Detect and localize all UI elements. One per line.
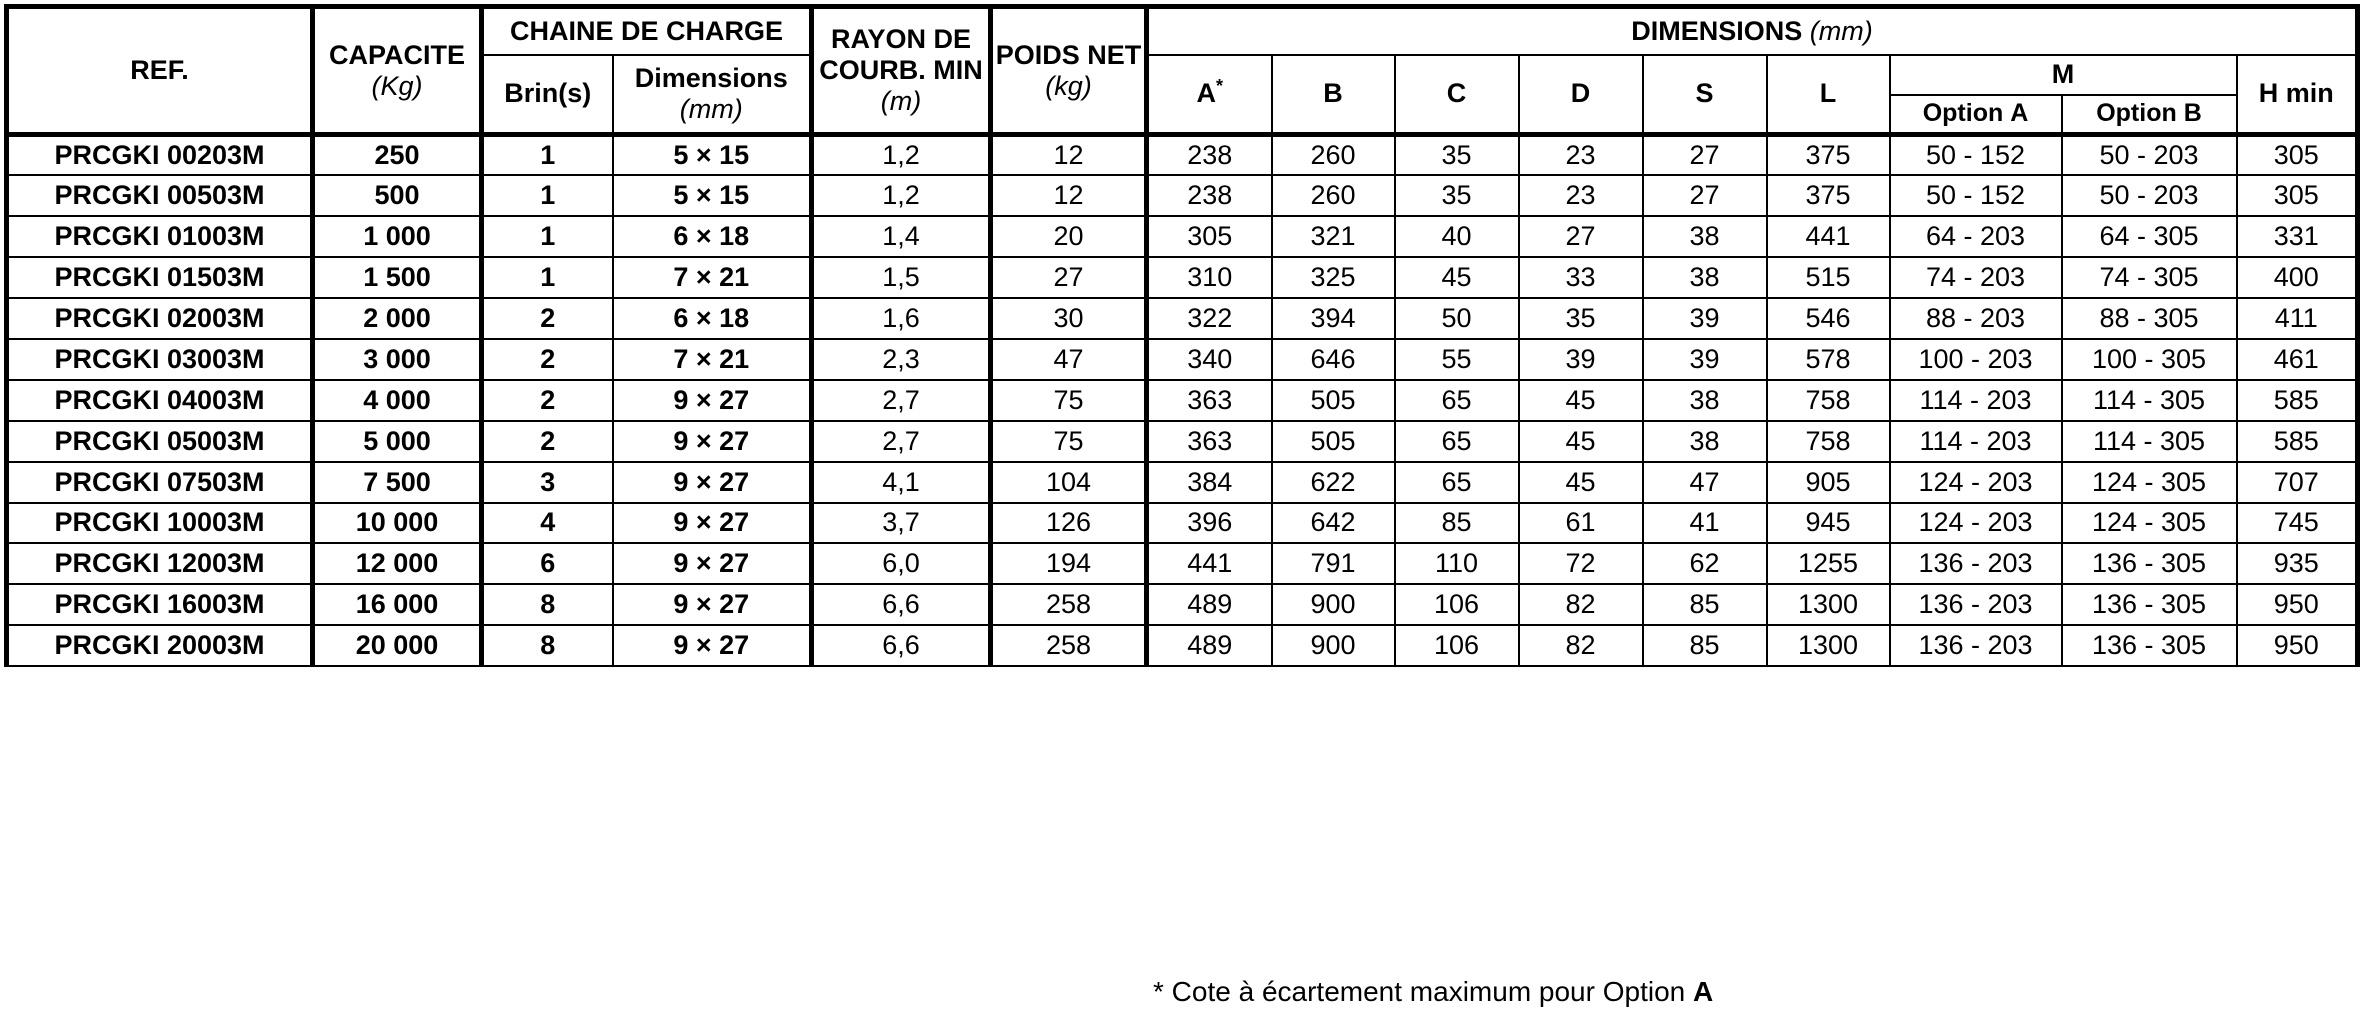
cell-b: 791	[1272, 543, 1395, 584]
cell-m-option-a: 136 - 203	[1890, 543, 2062, 584]
cell-d: 72	[1519, 543, 1643, 584]
cell-s: 39	[1643, 339, 1767, 380]
cell-brins: 4	[482, 503, 613, 544]
cell-rayon: 4,1	[812, 462, 991, 503]
cell-poids: 258	[991, 584, 1147, 625]
cell-l: 758	[1767, 421, 1890, 462]
header-d: D	[1519, 55, 1643, 135]
cell-l: 1255	[1767, 543, 1890, 584]
cell-a: 384	[1147, 462, 1272, 503]
cell-m-option-b: 74 - 305	[2062, 257, 2237, 298]
cell-c: 55	[1395, 339, 1519, 380]
cell-chain-dimensions: 6 × 18	[613, 298, 812, 339]
cell-c: 65	[1395, 462, 1519, 503]
table-row	[7, 175, 2358, 216]
cell-d: 45	[1519, 421, 1643, 462]
header-option-b: Option B	[2062, 95, 2237, 135]
table-row	[7, 257, 2358, 298]
cell-poids: 258	[991, 625, 1147, 666]
cell-a: 322	[1147, 298, 1272, 339]
cell-c: 65	[1395, 380, 1519, 421]
header-l: L	[1767, 55, 1890, 135]
cell-hmin: 305	[2237, 175, 2358, 216]
cell-b: 646	[1272, 339, 1395, 380]
cell-a: 238	[1147, 175, 1272, 216]
cell-m-option-a: 100 - 203	[1890, 339, 2062, 380]
cell-ref: PRCGKI 12003M	[7, 543, 313, 584]
cell-ref: PRCGKI 00503M	[7, 175, 313, 216]
cell-m-option-a: 136 - 203	[1890, 584, 2062, 625]
cell-d: 23	[1519, 175, 1643, 216]
cell-l: 375	[1767, 175, 1890, 216]
cell-d: 33	[1519, 257, 1643, 298]
header-ref: REF.	[7, 7, 313, 135]
header-hmin: H min	[2237, 55, 2358, 135]
cell-a: 396	[1147, 503, 1272, 544]
cell-brins: 2	[482, 380, 613, 421]
cell-c: 45	[1395, 257, 1519, 298]
cell-a: 340	[1147, 339, 1272, 380]
cell-l: 945	[1767, 503, 1890, 544]
cell-rayon: 1,4	[812, 216, 991, 257]
cell-m-option-a: 124 - 203	[1890, 503, 2062, 544]
header-dimensions: DIMENSIONS (mm)	[1147, 7, 2358, 55]
cell-b: 260	[1272, 175, 1395, 216]
cell-b: 505	[1272, 421, 1395, 462]
cell-capacite: 12 000	[313, 543, 482, 584]
cell-a: 489	[1147, 584, 1272, 625]
cell-capacite: 250	[313, 135, 482, 176]
table-row	[7, 298, 2358, 339]
cell-m-option-b: 114 - 305	[2062, 421, 2237, 462]
cell-m-option-b: 100 - 305	[2062, 339, 2237, 380]
cell-c: 106	[1395, 584, 1519, 625]
cell-poids: 27	[991, 257, 1147, 298]
cell-hmin: 950	[2237, 625, 2358, 666]
cell-m-option-a: 114 - 203	[1890, 421, 2062, 462]
table-row	[7, 216, 2358, 257]
cell-ref: PRCGKI 03003M	[7, 339, 313, 380]
cell-rayon: 2,7	[812, 380, 991, 421]
cell-capacite: 4 000	[313, 380, 482, 421]
cell-ref: PRCGKI 04003M	[7, 380, 313, 421]
header-poids: POIDS NET (kg)	[991, 7, 1147, 135]
table-row	[7, 584, 2358, 625]
table-row	[7, 503, 2358, 544]
cell-s: 38	[1643, 257, 1767, 298]
cell-poids: 20	[991, 216, 1147, 257]
cell-brins: 1	[482, 216, 613, 257]
cell-m-option-a: 124 - 203	[1890, 462, 2062, 503]
cell-chain-dimensions: 9 × 27	[613, 584, 812, 625]
cell-capacite: 2 000	[313, 298, 482, 339]
cell-ref: PRCGKI 05003M	[7, 421, 313, 462]
table-row	[7, 421, 2358, 462]
cell-capacite: 500	[313, 175, 482, 216]
cell-s: 38	[1643, 380, 1767, 421]
cell-c: 106	[1395, 625, 1519, 666]
cell-capacite: 20 000	[313, 625, 482, 666]
cell-poids: 12	[991, 135, 1147, 176]
cell-chain-dimensions: 9 × 27	[613, 380, 812, 421]
table-row	[7, 135, 2358, 176]
cell-chain-dimensions: 5 × 15	[613, 175, 812, 216]
cell-chain-dimensions: 7 × 21	[613, 257, 812, 298]
cell-s: 38	[1643, 421, 1767, 462]
header-chain-dimensions: Dimensions (mm)	[613, 55, 812, 135]
cell-d: 61	[1519, 503, 1643, 544]
cell-l: 546	[1767, 298, 1890, 339]
cell-m-option-b: 136 - 305	[2062, 584, 2237, 625]
cell-poids: 194	[991, 543, 1147, 584]
cell-brins: 1	[482, 257, 613, 298]
cell-c: 40	[1395, 216, 1519, 257]
table-row	[7, 380, 2358, 421]
cell-a: 441	[1147, 543, 1272, 584]
cell-a: 363	[1147, 380, 1272, 421]
cell-capacite: 7 500	[313, 462, 482, 503]
product-spec-table	[4, 4, 2360, 667]
cell-m-option-b: 50 - 203	[2062, 175, 2237, 216]
cell-rayon: 1,6	[812, 298, 991, 339]
header-option-a: Option A	[1890, 95, 2062, 135]
cell-brins: 2	[482, 421, 613, 462]
cell-c: 50	[1395, 298, 1519, 339]
cell-b: 321	[1272, 216, 1395, 257]
cell-d: 82	[1519, 625, 1643, 666]
cell-brins: 2	[482, 339, 613, 380]
cell-s: 41	[1643, 503, 1767, 544]
cell-chain-dimensions: 9 × 27	[613, 421, 812, 462]
cell-a: 363	[1147, 421, 1272, 462]
cell-a: 238	[1147, 135, 1272, 176]
cell-rayon: 2,7	[812, 421, 991, 462]
cell-b: 505	[1272, 380, 1395, 421]
cell-rayon: 6,6	[812, 584, 991, 625]
cell-poids: 30	[991, 298, 1147, 339]
header-c: C	[1395, 55, 1519, 135]
cell-d: 27	[1519, 216, 1643, 257]
cell-chain-dimensions: 9 × 27	[613, 462, 812, 503]
header-chaine: CHAINE DE CHARGE	[482, 7, 812, 55]
cell-rayon: 2,3	[812, 339, 991, 380]
cell-hmin: 461	[2237, 339, 2358, 380]
cell-m-option-a: 114 - 203	[1890, 380, 2062, 421]
cell-b: 394	[1272, 298, 1395, 339]
cell-ref: PRCGKI 07503M	[7, 462, 313, 503]
cell-c: 85	[1395, 503, 1519, 544]
table-row	[7, 339, 2358, 380]
table-row	[7, 625, 2358, 666]
cell-c: 35	[1395, 175, 1519, 216]
cell-ref: PRCGKI 02003M	[7, 298, 313, 339]
cell-m-option-a: 136 - 203	[1890, 625, 2062, 666]
cell-s: 27	[1643, 135, 1767, 176]
cell-l: 1300	[1767, 625, 1890, 666]
cell-l: 578	[1767, 339, 1890, 380]
cell-b: 642	[1272, 503, 1395, 544]
cell-ref: PRCGKI 01503M	[7, 257, 313, 298]
cell-b: 260	[1272, 135, 1395, 176]
cell-ref: PRCGKI 00203M	[7, 135, 313, 176]
cell-m-option-b: 114 - 305	[2062, 380, 2237, 421]
cell-l: 905	[1767, 462, 1890, 503]
header-s: S	[1643, 55, 1767, 135]
cell-capacite: 5 000	[313, 421, 482, 462]
cell-m-option-b: 136 - 305	[2062, 543, 2237, 584]
cell-s: 39	[1643, 298, 1767, 339]
cell-d: 45	[1519, 462, 1643, 503]
cell-s: 85	[1643, 625, 1767, 666]
cell-brins: 8	[482, 584, 613, 625]
cell-poids: 75	[991, 421, 1147, 462]
cell-a: 310	[1147, 257, 1272, 298]
cell-hmin: 411	[2237, 298, 2358, 339]
cell-m-option-b: 64 - 305	[2062, 216, 2237, 257]
cell-brins: 1	[482, 135, 613, 176]
cell-brins: 2	[482, 298, 613, 339]
cell-s: 47	[1643, 462, 1767, 503]
cell-capacite: 10 000	[313, 503, 482, 544]
cell-d: 23	[1519, 135, 1643, 176]
table-row	[7, 462, 2358, 503]
cell-s: 38	[1643, 216, 1767, 257]
cell-poids: 75	[991, 380, 1147, 421]
cell-s: 85	[1643, 584, 1767, 625]
cell-chain-dimensions: 5 × 15	[613, 135, 812, 176]
cell-m-option-a: 50 - 152	[1890, 135, 2062, 176]
cell-l: 375	[1767, 135, 1890, 176]
cell-brins: 1	[482, 175, 613, 216]
header-rayon: RAYON DE COURB. MIN (m)	[812, 7, 991, 135]
header-capacite: CAPACITE (Kg)	[313, 7, 482, 135]
cell-hmin: 331	[2237, 216, 2358, 257]
cell-hmin: 950	[2237, 584, 2358, 625]
cell-l: 1300	[1767, 584, 1890, 625]
cell-brins: 6	[482, 543, 613, 584]
cell-ref: PRCGKI 01003M	[7, 216, 313, 257]
cell-m-option-b: 124 - 305	[2062, 503, 2237, 544]
cell-poids: 104	[991, 462, 1147, 503]
cell-c: 35	[1395, 135, 1519, 176]
cell-m-option-b: 50 - 203	[2062, 135, 2237, 176]
cell-chain-dimensions: 9 × 27	[613, 543, 812, 584]
cell-rayon: 1,2	[812, 135, 991, 176]
cell-chain-dimensions: 9 × 27	[613, 503, 812, 544]
cell-poids: 12	[991, 175, 1147, 216]
cell-a: 305	[1147, 216, 1272, 257]
cell-hmin: 400	[2237, 257, 2358, 298]
cell-l: 515	[1767, 257, 1890, 298]
cell-d: 45	[1519, 380, 1643, 421]
cell-poids: 47	[991, 339, 1147, 380]
cell-b: 622	[1272, 462, 1395, 503]
cell-m-option-b: 88 - 305	[2062, 298, 2237, 339]
cell-c: 110	[1395, 543, 1519, 584]
cell-a: 489	[1147, 625, 1272, 666]
cell-rayon: 6,0	[812, 543, 991, 584]
cell-rayon: 1,2	[812, 175, 991, 216]
cell-hmin: 585	[2237, 421, 2358, 462]
cell-b: 900	[1272, 584, 1395, 625]
cell-chain-dimensions: 6 × 18	[613, 216, 812, 257]
cell-capacite: 16 000	[313, 584, 482, 625]
cell-d: 39	[1519, 339, 1643, 380]
header-m: M	[1890, 55, 2237, 95]
cell-hmin: 585	[2237, 380, 2358, 421]
footnote: * Cote à écartement maximum pour Option A	[1153, 976, 1714, 1007]
cell-d: 82	[1519, 584, 1643, 625]
cell-m-option-b: 124 - 305	[2062, 462, 2237, 503]
cell-ref: PRCGKI 20003M	[7, 625, 313, 666]
cell-rayon: 1,5	[812, 257, 991, 298]
cell-m-option-a: 64 - 203	[1890, 216, 2062, 257]
cell-m-option-b: 136 - 305	[2062, 625, 2237, 666]
header-a: A*	[1147, 55, 1272, 135]
cell-l: 441	[1767, 216, 1890, 257]
cell-m-option-a: 50 - 152	[1890, 175, 2062, 216]
cell-hmin: 745	[2237, 503, 2358, 544]
cell-rayon: 3,7	[812, 503, 991, 544]
header-brins: Brin(s)	[482, 55, 613, 135]
cell-s: 27	[1643, 175, 1767, 216]
cell-brins: 8	[482, 625, 613, 666]
cell-capacite: 3 000	[313, 339, 482, 380]
table-row	[7, 543, 2358, 584]
cell-poids: 126	[991, 503, 1147, 544]
cell-capacite: 1 500	[313, 257, 482, 298]
cell-chain-dimensions: 7 × 21	[613, 339, 812, 380]
cell-hmin: 707	[2237, 462, 2358, 503]
cell-s: 62	[1643, 543, 1767, 584]
cell-c: 65	[1395, 421, 1519, 462]
cell-b: 325	[1272, 257, 1395, 298]
cell-hmin: 305	[2237, 135, 2358, 176]
cell-ref: PRCGKI 16003M	[7, 584, 313, 625]
header-b: B	[1272, 55, 1395, 135]
cell-rayon: 6,6	[812, 625, 991, 666]
cell-m-option-a: 74 - 203	[1890, 257, 2062, 298]
cell-l: 758	[1767, 380, 1890, 421]
cell-b: 900	[1272, 625, 1395, 666]
cell-chain-dimensions: 9 × 27	[613, 625, 812, 666]
cell-m-option-a: 88 - 203	[1890, 298, 2062, 339]
cell-capacite: 1 000	[313, 216, 482, 257]
cell-brins: 3	[482, 462, 613, 503]
cell-ref: PRCGKI 10003M	[7, 503, 313, 544]
cell-d: 35	[1519, 298, 1643, 339]
cell-hmin: 935	[2237, 543, 2358, 584]
